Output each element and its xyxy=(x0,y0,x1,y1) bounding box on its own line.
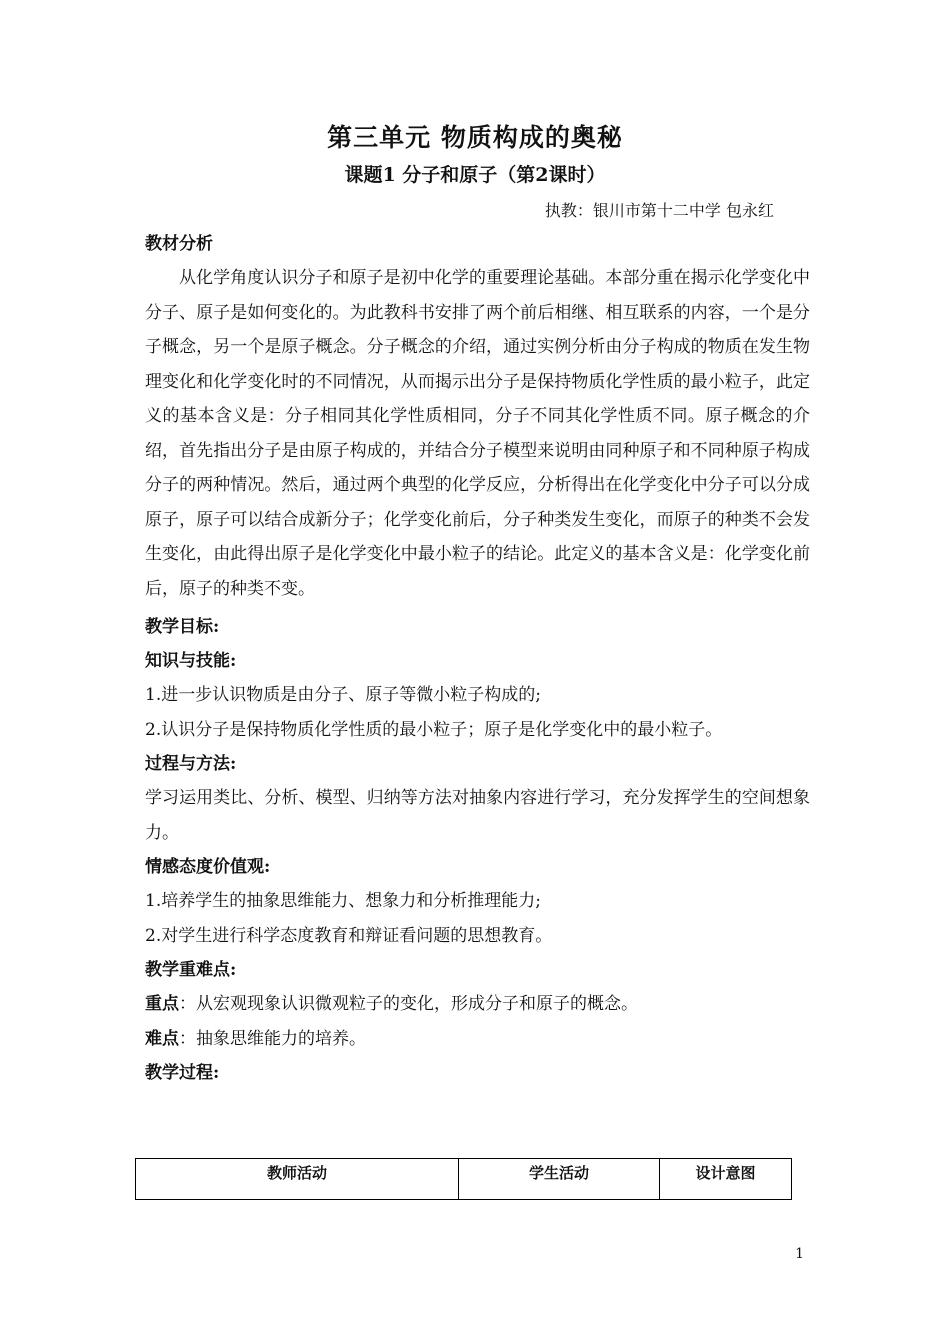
emotion-item-2: 2.对学生进行科学态度教育和辩证看问题的思想教育。 xyxy=(145,925,553,946)
procedure-table xyxy=(135,1158,792,1200)
key-point-line xyxy=(145,987,810,1022)
key-points-heading: 教学重难点: xyxy=(145,960,237,980)
author-line: 执教：银川市第十二中学 包永红 xyxy=(544,201,774,220)
emotion-item-1: 1.培养学生的抽象思维能力、想象力和分析推理能力; xyxy=(145,891,541,911)
column-student-activity: 学生活动 xyxy=(458,1159,659,1200)
column-teacher-activity: 教师活动 xyxy=(136,1159,459,1200)
column-design-intent: 设计意图 xyxy=(660,1159,792,1200)
lesson-subtitle: 课题1 分子和原子（第2课时） xyxy=(344,164,606,186)
unit-title: 第三单元 物质构成的奥秘 xyxy=(327,123,623,152)
process-heading: 过程与方法: xyxy=(145,754,237,774)
knowledge-item-2: 2.认识分子是保持物质化学性质的最小粒子；原子是化学变化中的最小粒子。 xyxy=(145,719,723,740)
emotion-heading: 情感态度价值观: xyxy=(145,857,271,877)
process-paragraph: 学习运用类比、分析、模型、归纳等方法对抽象内容进行学习，充分发挥学生的空间想象力。 xyxy=(145,788,810,843)
knowledge-item-1: 1.进一步认识物质是由分子、原子等微小粒子构成的; xyxy=(145,685,541,705)
document-body xyxy=(145,227,810,1090)
key-point-label: 重点 xyxy=(145,994,179,1014)
difficulty-text: ：抽象思维能力的培养。 xyxy=(179,1028,366,1049)
analysis-heading: 教材分析 xyxy=(145,234,213,254)
analysis-paragraph: 从化学角度认识分子和原子是初中化学的重要理论基础。本部分重在揭示化学变化中分子、原子是如何变化的。为此教科书安排了两个前后相继、相互联系的内容，一个是分子概念，另一个是原子概念。分子概念的介绍，通过实例分析由分子构成的物质在发生物理变化和化学变化时的不同情况，从而揭示出分子是保持物质化学性质的最小粒子，此定义的基本含义是：分子相同其化学性质相同，分子不同其化学性质不同。原子概念的介绍，首先指出分子是由原子构成的，并结合分子模型来说明由同种原子和不同种原子构成分子的两种情况。然后，通过两个典型的化学反应，分析得出在化学变化中分子可以分成原子，原子可以结合成新分子；化学变化前后，分子种类发生变化，而原子的种类不会发生变化，由此得出原子是化学变化中最小粒子的结论。此定义的基本含义是：化学变化前后，原子的种类不变。 xyxy=(145,268,810,599)
page-number: 1 xyxy=(795,1246,804,1262)
difficulty-label: 难点 xyxy=(145,1028,179,1049)
goals-heading: 教学目标: xyxy=(145,617,220,637)
procedure-heading: 教学过程: xyxy=(145,1063,220,1083)
procedure-table-header-row xyxy=(136,1159,792,1200)
difficulty-line xyxy=(145,1022,810,1057)
knowledge-heading: 知识与技能: xyxy=(145,651,237,671)
key-point-text: ：从宏观现象认识微观粒子的变化，形成分子和原子的概念。 xyxy=(179,994,638,1014)
